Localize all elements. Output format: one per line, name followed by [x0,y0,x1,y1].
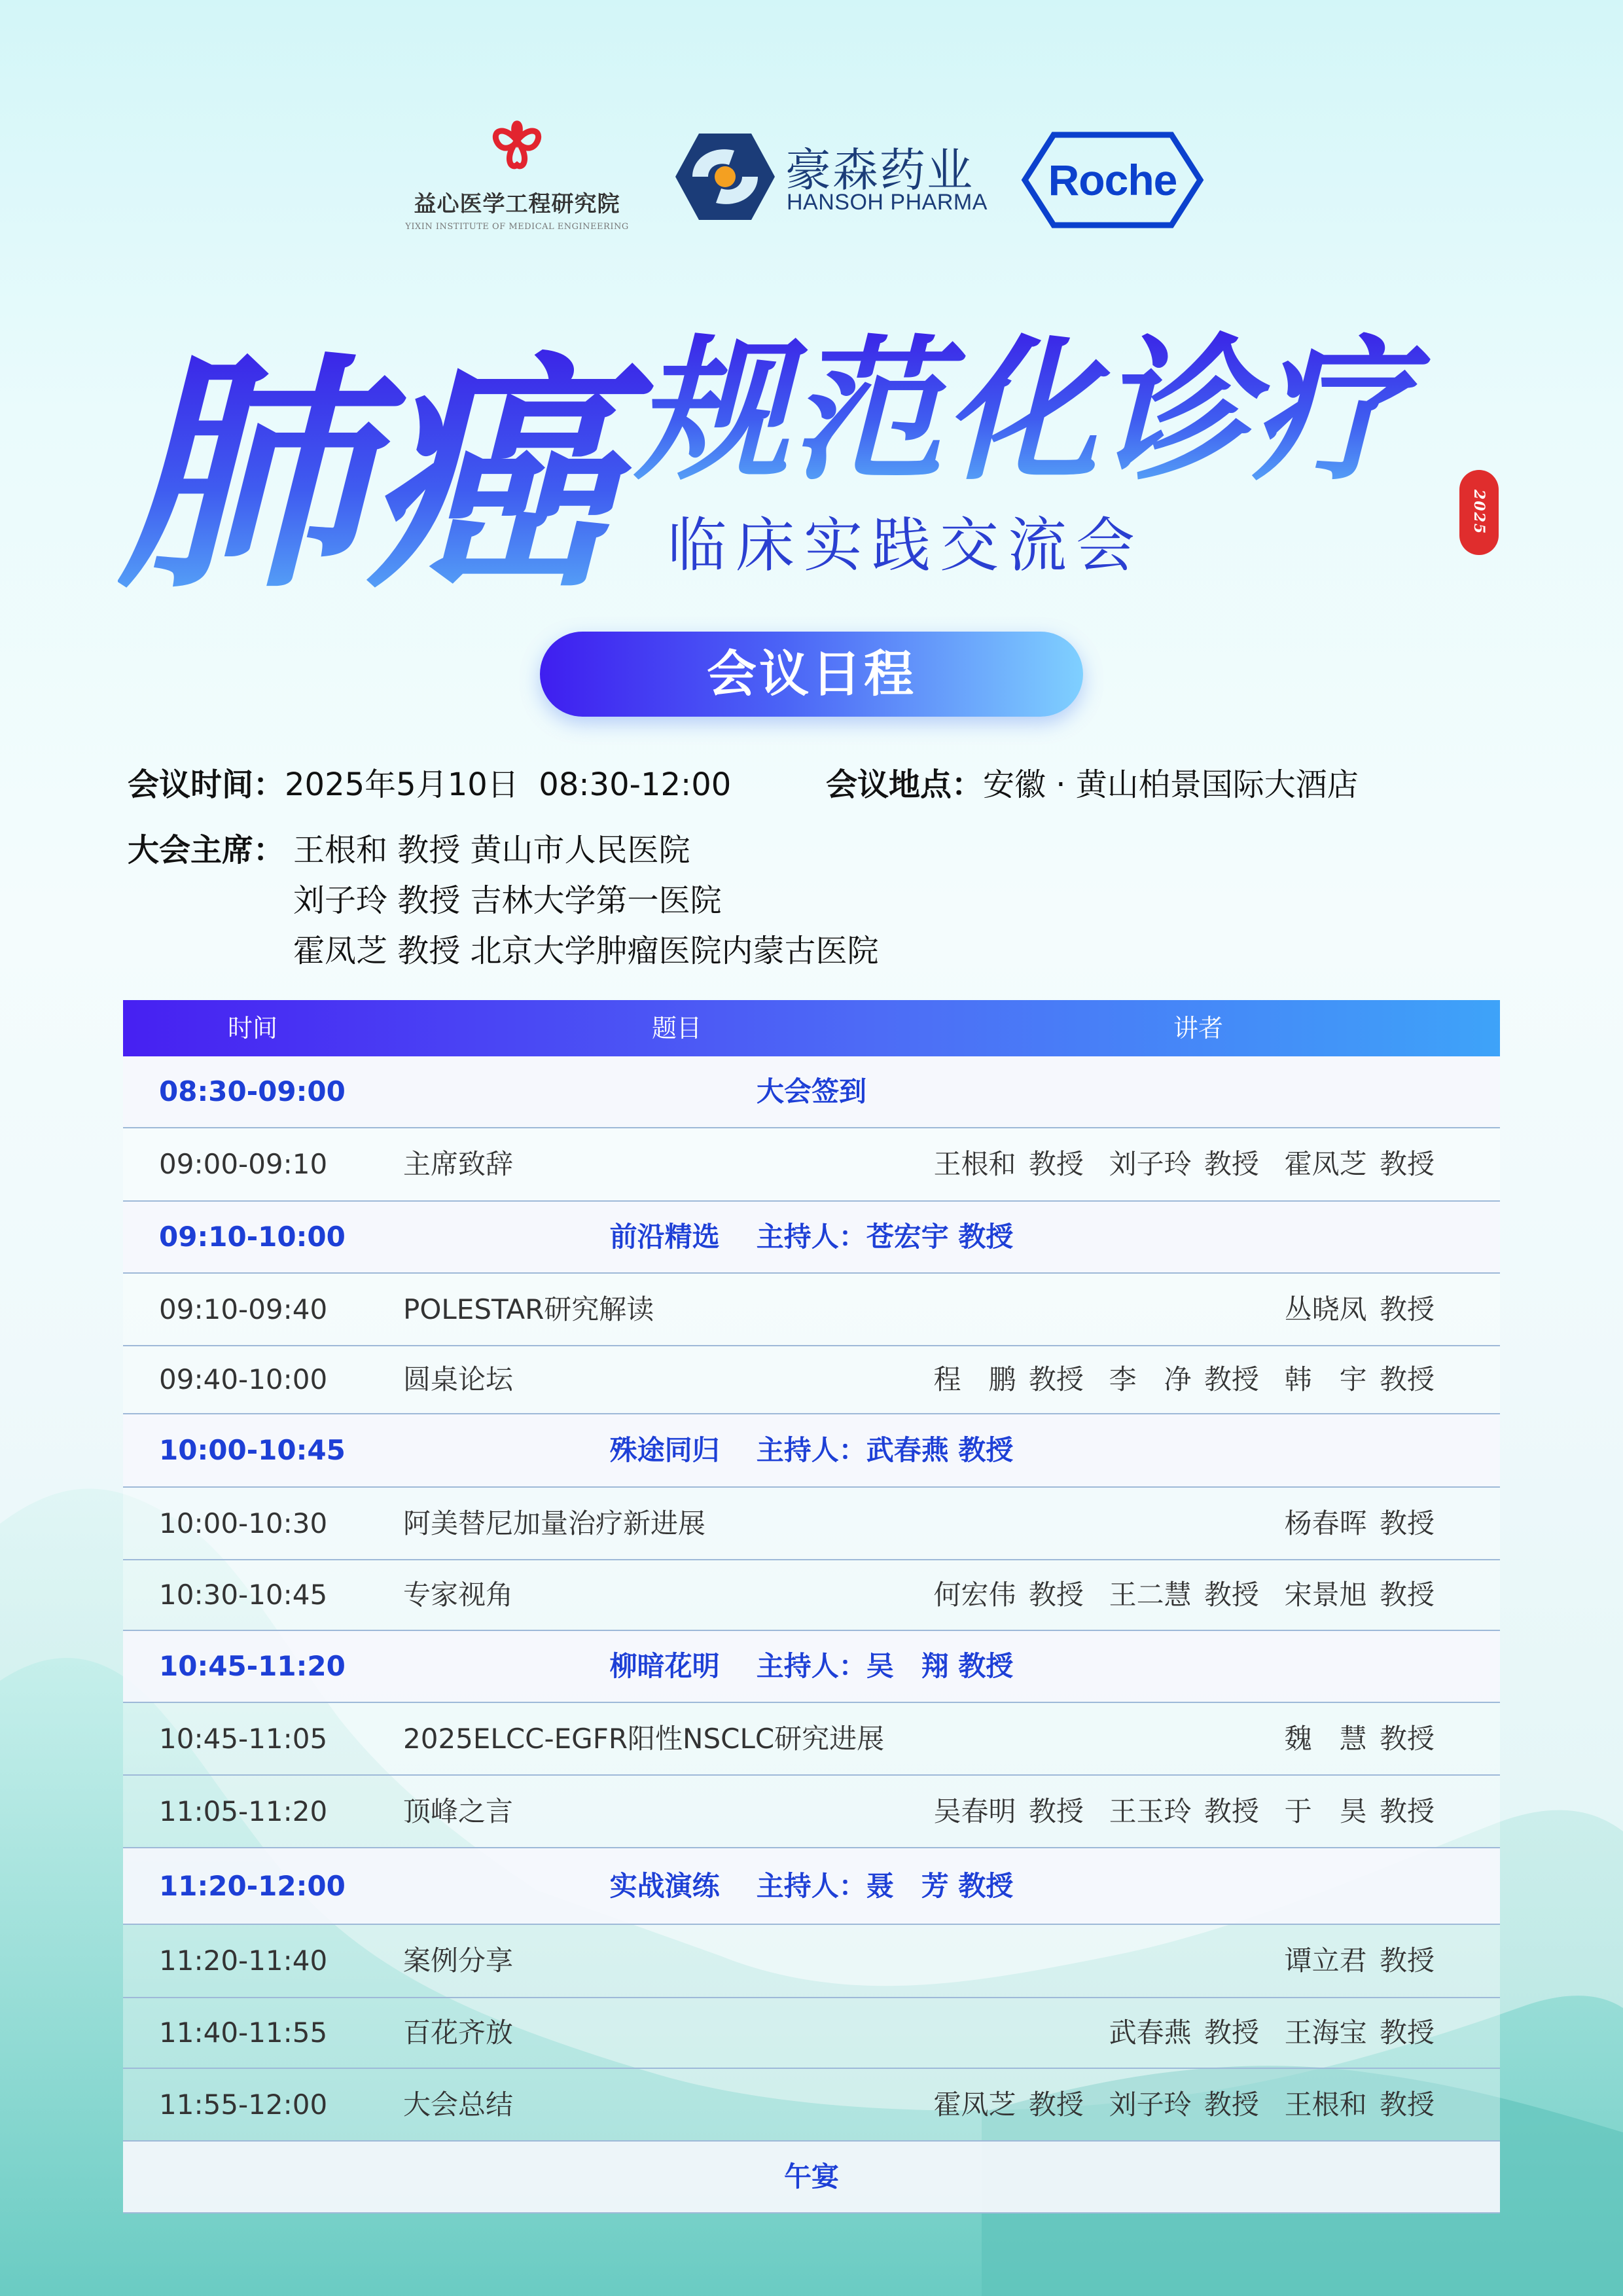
row-topic: 主席致辞 [403,1148,514,1180]
section-host: 主持人：苍宏宇 教授 [756,1221,1014,1253]
section-title [123,1414,1500,1486]
section-row [123,1631,1500,1703]
table-row [123,1274,1500,1346]
roche-wordmark: Roche [1048,156,1177,204]
main-title [118,255,1518,661]
year-seal: 2025 [1459,470,1499,555]
row-topic: POLESTAR研究解读 [403,1293,654,1325]
yixin-logo [402,105,632,249]
table-row [123,1488,1500,1560]
section-host: 主持人：吴 翔 教授 [756,1650,1014,1682]
clover-heart-icon [478,105,556,177]
section-name: 柳暗花明 [609,1650,720,1682]
meeting-time-label: 会议时间： [128,766,285,803]
roche-logo [1021,131,1204,229]
hansoh-name-cn: 豪森药业 [785,143,974,197]
hansoh-logo [674,124,988,229]
section-row [123,2142,1500,2214]
row-speaker: 魏 慧 教授 [1284,1723,1435,1755]
section-name: 殊途同归 [609,1434,720,1466]
row-topic: 百花齐放 [403,2017,514,2049]
section-title [123,1631,1500,1702]
chair-entry: 王根和 教授 黄山市人民医院 [293,832,690,869]
section-row [123,1056,1500,1128]
meeting-venue-label: 会议地点： [826,766,984,803]
yixin-name-en: YIXIN INSTITUTE OF MEDICAL ENGINEERING [405,222,629,232]
schedule-table [123,1000,1500,2214]
meeting-time-value: 2025年5月10日 08:30-12:00 [285,766,732,803]
row-topic: 圆桌论坛 [403,1363,514,1395]
title-subtitle: 临床实践交流会 [668,511,1144,580]
row-speaker: 吴春明 教授 王玉玲 教授 于 昊 教授 [933,1795,1435,1827]
section-row [123,1202,1500,1274]
row-speaker: 武春燕 教授 王海宝 教授 [1109,2017,1435,2049]
row-topic: 2025ELCC-EGFR阳性NSCLC研究进展 [403,1723,885,1755]
row-time: 11:05-11:20 [159,1795,328,1827]
table-row [123,1925,1500,1998]
row-time: 11:40-11:55 [159,2017,328,2049]
table-row [123,1128,1500,1202]
section-host: 主持人：武春燕 教授 [756,1434,1014,1466]
table-row [123,1776,1500,1848]
meeting-venue [826,759,1359,804]
yixin-name-cn: 益心医学工程研究院 [414,191,620,217]
title-part2: 规范化诊疗 [635,319,1408,501]
row-speaker: 王根和 教授 刘子玲 教授 霍凤芝 教授 [933,1148,1435,1180]
row-topic: 阿美替尼加量治疗新进展 [403,1507,706,1539]
table-row [123,1998,1500,2069]
row-time: 11:20-12:00 [159,1870,346,1902]
row-speaker: 霍凤芝 教授 刘子玲 教授 王根和 教授 [933,2089,1435,2121]
row-speaker: 杨春晖 教授 [1284,1507,1435,1539]
hansoh-name-en: HANSOH PHARMA [787,190,988,215]
row-speaker: 程 鹏 教授 李 净 教授 韩 宇 教授 [933,1363,1435,1395]
header-speaker: 讲者 [1173,1014,1224,1043]
row-time: 11:55-12:00 [159,2089,328,2121]
row-speaker: 谭立君 教授 [1284,1945,1435,1977]
chair-entry: 霍凤芝 教授 北京大学肿瘤医院内蒙古医院 [293,933,879,969]
row-speaker: 丛晓凤 教授 [1284,1293,1435,1325]
section-title [123,1056,1500,1127]
section-name: 午宴 [783,2161,839,2193]
row-time: 09:10-10:00 [159,1221,346,1253]
section-title [123,1202,1500,1272]
table-body [123,1056,1500,2214]
section-title [123,1848,1500,1924]
header-topic: 题目 [652,1014,702,1043]
section-name: 实战演练 [609,1870,720,1902]
row-topic: 顶峰之言 [403,1795,514,1827]
row-time: 10:45-11:05 [159,1723,328,1755]
row-time: 09:00-09:10 [159,1148,328,1180]
section-name: 大会签到 [756,1075,866,1107]
schedule-heading: 会议日程 [540,632,1083,717]
table-row [123,1703,1500,1776]
section-title [123,2142,1500,2212]
row-time: 10:45-11:20 [159,1650,346,1682]
row-topic: 大会总结 [403,2089,514,2121]
hansoh-emblem-icon [674,131,776,223]
row-time: 09:10-09:40 [159,1293,328,1325]
section-name: 前沿精选 [609,1221,720,1253]
row-speaker: 何宏伟 教授 王二慧 教授 宋景旭 教授 [933,1579,1435,1611]
row-time: 08:30-09:00 [159,1075,346,1107]
table-header [123,1000,1500,1056]
chair-entry: 刘子玲 教授 吉林大学第一医院 [293,882,722,919]
row-topic: 专家视角 [403,1579,514,1611]
row-topic: 案例分享 [403,1945,514,1977]
row-time: 09:40-10:00 [159,1363,328,1395]
section-row [123,1848,1500,1925]
chair-label: 大会主席： [128,832,285,869]
row-time: 10:30-10:45 [159,1579,328,1611]
table-row [123,1560,1500,1631]
row-time: 10:00-10:30 [159,1507,328,1539]
meeting-venue-value: 安徽 · 黄山柏景国际大酒店 [983,766,1359,803]
row-time: 10:00-10:45 [159,1434,346,1466]
section-row [123,1414,1500,1488]
title-part1: 肺癌 [118,329,615,622]
table-row [123,1346,1500,1414]
header-time: 时间 [228,1014,278,1043]
meeting-time [128,759,731,804]
section-host: 主持人：聂 芳 教授 [756,1870,1014,1902]
row-time: 11:20-11:40 [159,1945,328,1977]
table-row [123,2069,1500,2142]
